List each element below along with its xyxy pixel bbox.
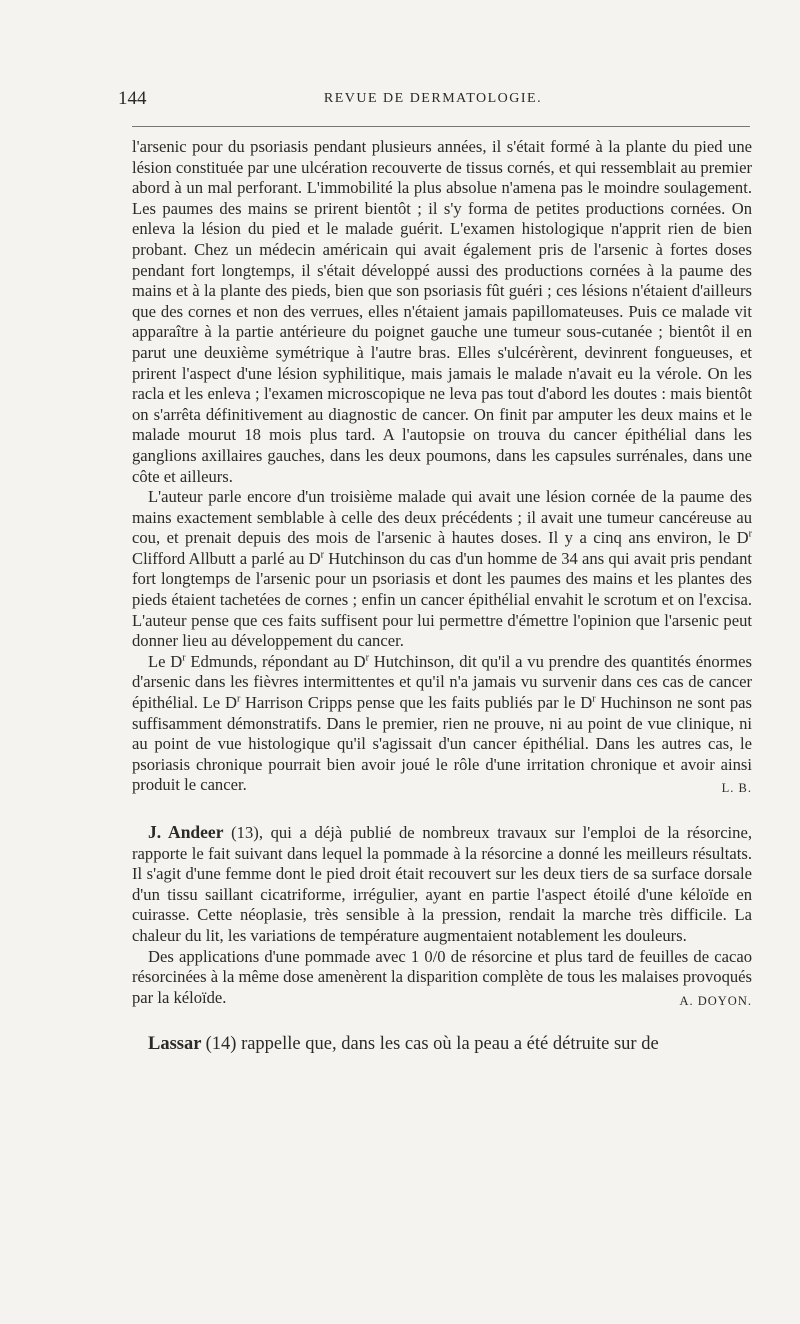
reference-number: (13) bbox=[231, 823, 259, 842]
author-name: Lassar bbox=[148, 1034, 202, 1055]
author-name: J. Andeer bbox=[148, 822, 224, 842]
header-rule bbox=[132, 126, 750, 127]
page-header bbox=[118, 88, 748, 112]
running-title: REVUE DE DERMATOLOGIE. bbox=[323, 91, 543, 106]
reference-number: (14) bbox=[205, 1034, 237, 1055]
paragraph: L'auteur parle encore d'un troisième malade qui avait une lésion cornée de la paume des mains exactement semblable à celle des deux précédents ; il avait une tumeur cancéreuse au cou, et prenait depuis des mois de l'arsenic à hautes doses. Il y a cinq ans environ, le $D^r$ Clifford Allbutt a parlé au $D^r$ Hutchinson du cas d'un homme de 34 ans qui avait pris pendant fort longtemps de l'arsenic pour un psoriasis et dont les paumes des mains et les plantes des pieds étaient tachetées de cornes ; enfin un cancer épithélial envahit le scrotum et on l'excisa. L'auteur pense que ces faits suffisent pour lui permettre d'émettre l'opinion que l'arsenic peut donner lieu au développement du cancer. bbox=[132, 487, 752, 651]
signature: L. B. bbox=[721, 781, 752, 796]
signature: A. DOYON. bbox=[679, 993, 752, 1008]
paragraph: l'arsenic pour du psoriasis pendant plusieurs années, il s'était formé à la plante du pied une lésion constituée par une ulcération recouverte de tissus cornés, et qui ressemblait au premier abord à un mal perforant. L'immobilité la plus absolue n'amena pas le moindre soulagement. Les paumes des mains se prirent bientôt ; il s'y forma de petites productions cornées. On enleva la lésion du pied et le malade guérit. L'examen histologique n'apprit rien de bien probant. Chez un médecin américain qui avait également pris de l'arsenic à fortes doses pendant fort longtemps, il s'était développé aussi des productions cornées à la paume des mains et à la plante des pieds, bien que son psoriasis fût guéri ; ces lésions n'étaient d'ailleurs que des cornes et non des verrues, elles n'étaient jamais papillomateuses. Puis ce malade vit apparaître à la partie antérieure du poignet gauche une tumeur sous-cutanée ; bientôt il en parut une deuxième symétrique à l'autre bras. Elles s'ulcérèrent, devinrent fongueuses, et prirent l'aspect d'une lésion syphilitique, mais jamais le malade n'avait eu la vérole. On les racla et les enleva ; l'examen microscopique ne leva pas tout d'abord les doutes : mais bientôt on s'arrêta définitivement au diagnostic de cancer. On finit par amputer les deux mains et le malade mourut 18 mois plus tard. A l'autopsie on trouva du cancer épithélial dans les ganglions axillaires gauches, dans les deux poumons, dans les capsules surrénales, dans une côte et ailleurs. bbox=[132, 137, 752, 486]
paragraph: J. Andeer (13), qui a déjà publié de nombreux travaux sur l'emploi de la résorcine, rapporte le fait suivant dans lequel la pommade à la résorcine a donné les meilleurs résultats. Il s'agit d'une femme dont le pied droit était recouvert sur les deux tiers de sa surface dorsale d'un tissu saillant cicatriforme, irrégulier, ayant en partie l'aspect étoilé d'une kéloïde en cuirasse. Cette néoplasie, très sensible à la pression, rendait la marche très difficile. La chaleur du lit, les variations de température augmentaient notablement les douleurs. bbox=[132, 822, 752, 945]
page-number: 144 bbox=[118, 88, 147, 109]
body-text bbox=[132, 137, 752, 1055]
paragraph: Le $D^r$ Edmunds, répondant au $D^r$ Hutchinson, dit qu'il a vu prendre des quantités énormes d'arsenic dans les fièvres intermittentes et qu'il n'a jamais vu survenir dans ces cas de cancer épithélial. Le $D^r$ Harrison Cripps pense que les faits publiés par le $D^r$ Huchinson ne sont pas suffisamment démonstratifs. Dans le premier, rien ne prouve, ni au point de vue clinique, ni au point de vue histologique qu'il s'agissait d'un cancer épithélial. Dans les autres cas, le psoriasis chronique pourrait bien avoir joué le rôle d'une irritation chronique et avoir ainsi produit le cancer. L. B. bbox=[132, 652, 752, 796]
paragraph: Lassar (14) rappelle que, dans les cas où la peau a été détruite sur de bbox=[148, 1034, 659, 1055]
paragraph: Des applications d'une pommade avec 1 0/0 de résorcine et plus tard de feuilles de cacao résorcinées à la même dose amenèrent la disparition complète de tous les malaises provoqués par la kéloïde. A. DOYON. bbox=[132, 947, 752, 1009]
